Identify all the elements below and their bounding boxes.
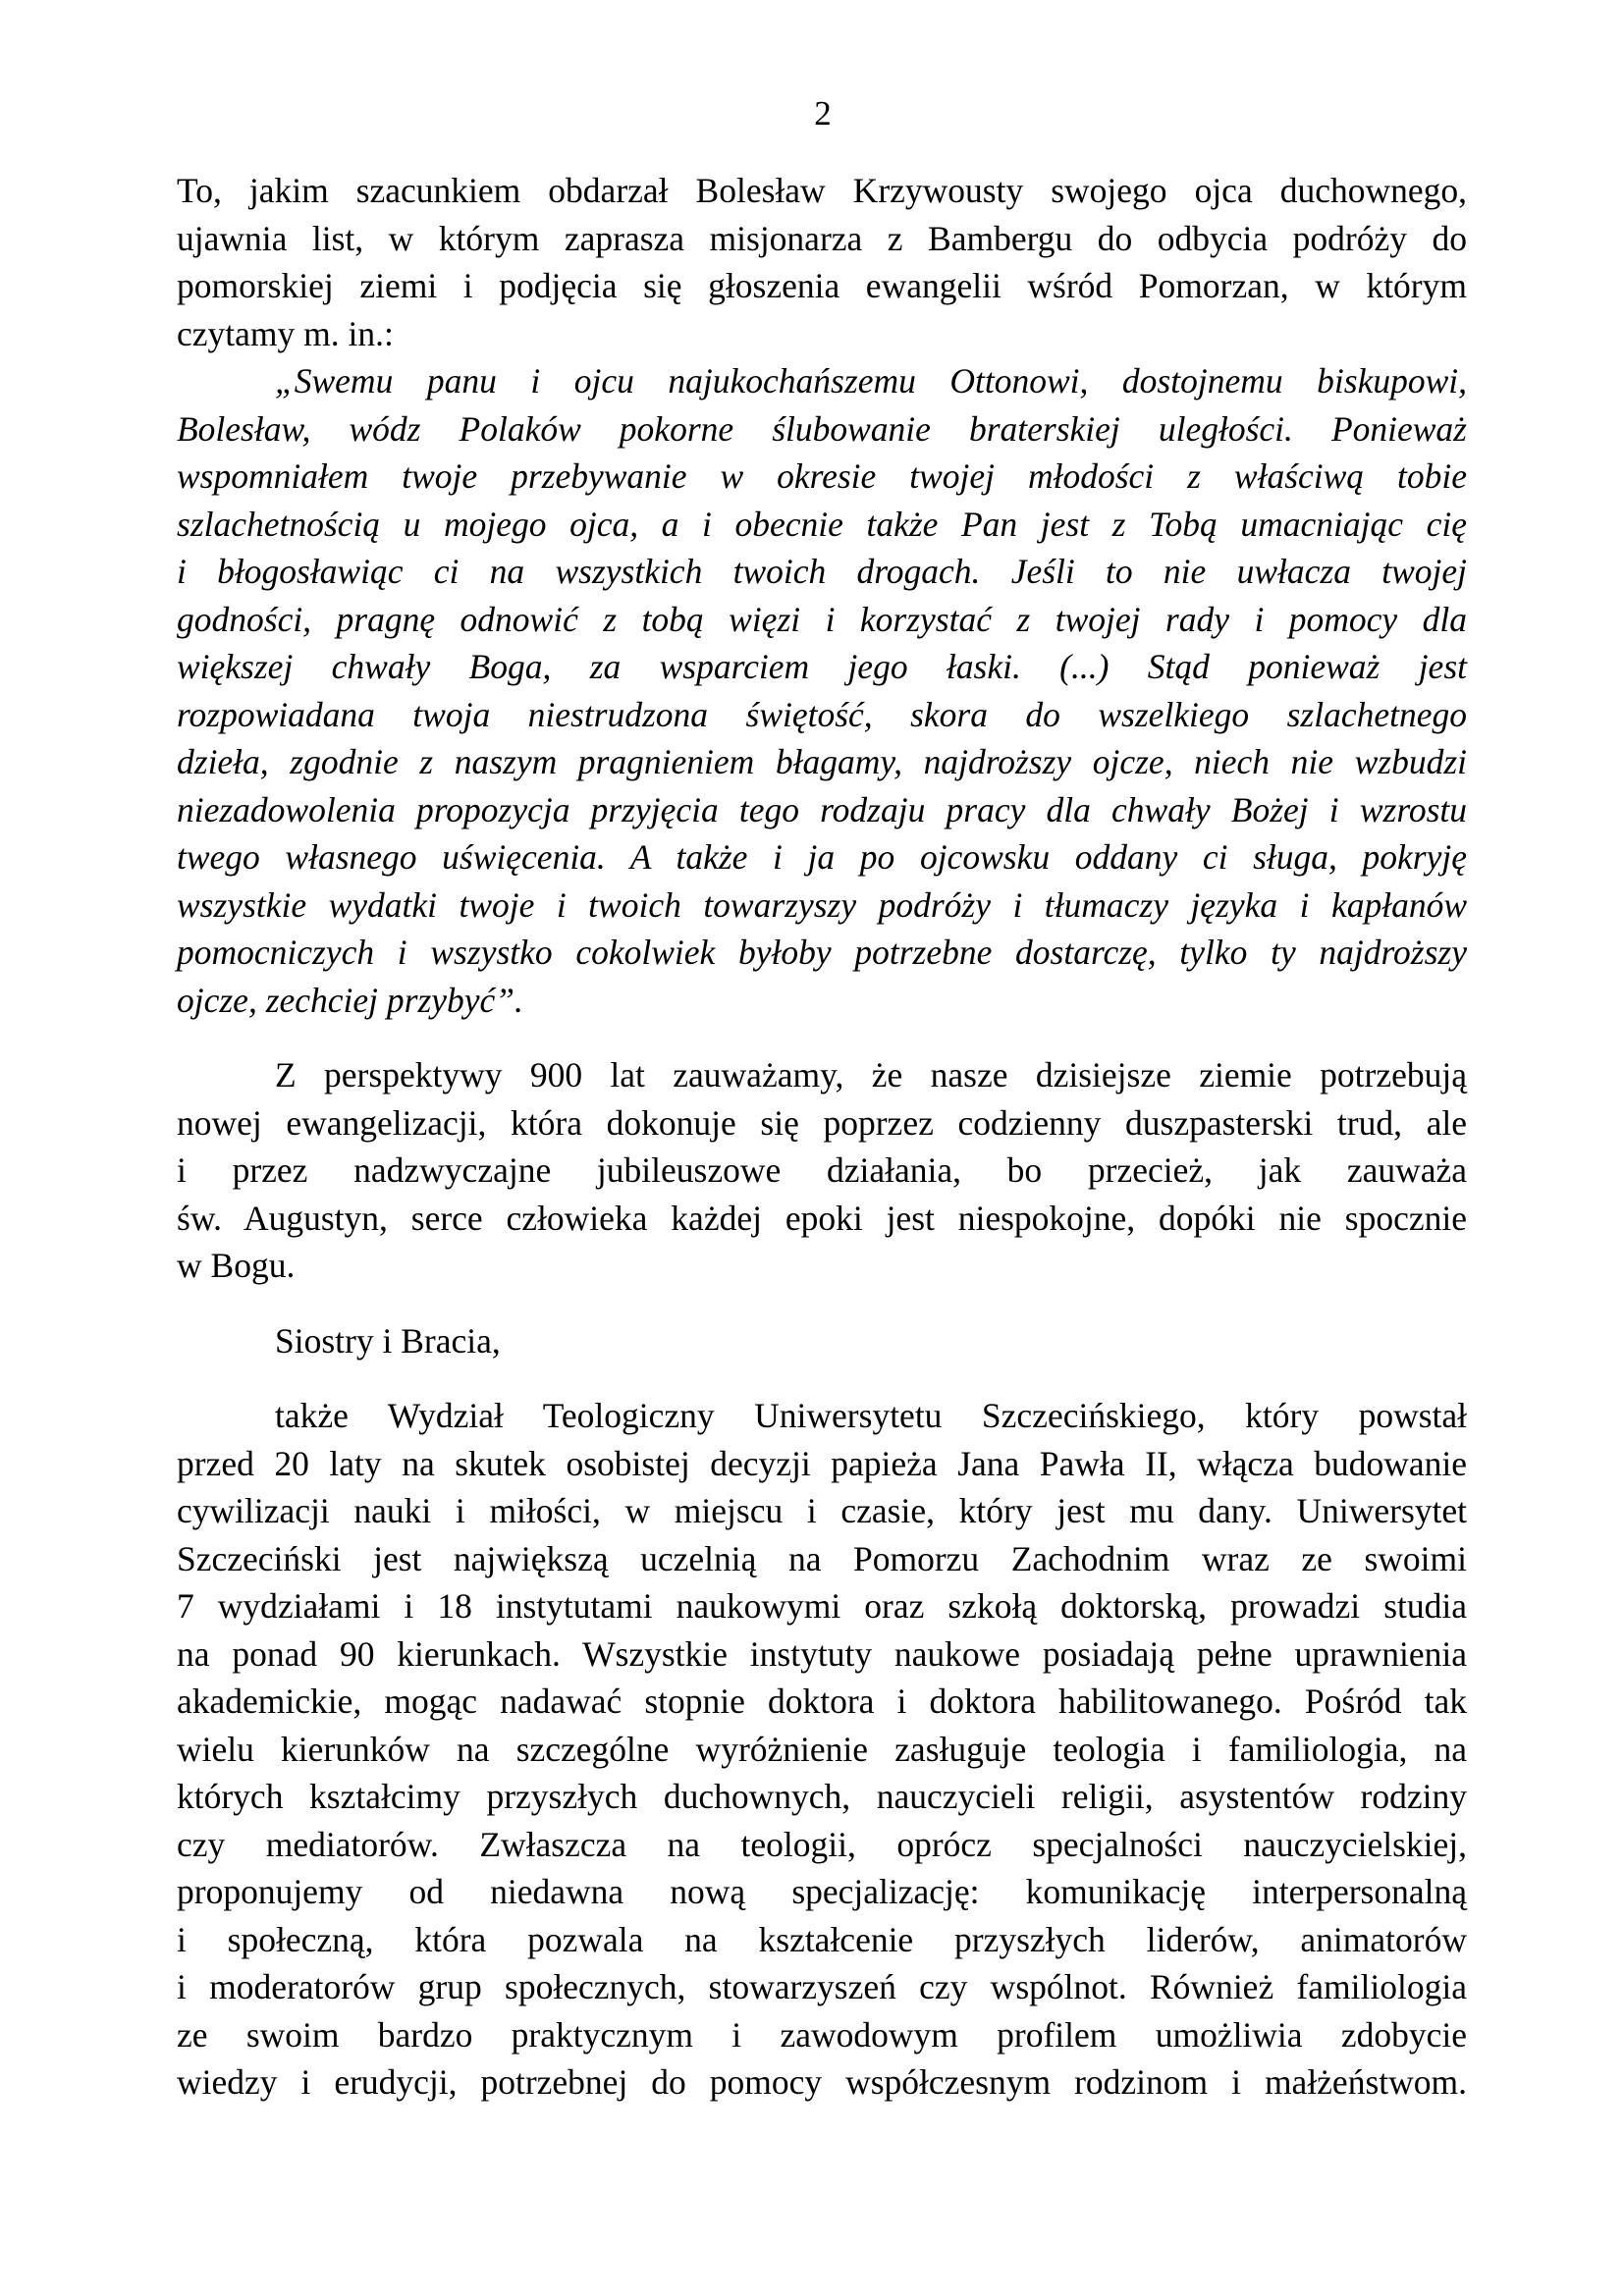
text-line: także Wydział Teologiczny Uniwersytetu Szczecińskiego, który powstał [275,1396,1467,1435]
text-line: To, jakim szacunkiem obdarzał Bolesław Krzywousty swojego ojca duchownego, [177,171,1467,210]
text-line: na ponad 90 kierunkach. Wszystkie instytuty naukowe posiadają pełne uprawnienia [177,1633,1467,1674]
paragraph-perspective [177,1051,1467,1290]
text-line: i społeczną, która pozwala na kształcenie przyszłych liderów, animatorów [177,1919,1467,1959]
text-line: większej chwały Boga, za wsparciem jego łaski. (...) Stąd ponieważ jest [177,647,1467,686]
text-line: Siostry i Bracia, [275,1320,501,1361]
text-line: w Bogu. [177,1246,296,1285]
paragraph-faculty [177,1392,1467,2107]
text-line: ojcze, zechciej przybyć”. [177,980,523,1020]
text-line: św. Augustyn, serce człowieka każdej epoki jest niespokojne, dopóki nie spocznie [177,1198,1467,1238]
text-line: 7 wydziałami i 18 instytutami naukowymi oraz szkołą doktorską, prowadzi studia [177,1586,1467,1626]
text-line: wiedzy i erudycji, potrzebnej do pomocy współczesnym rodzinom i małżeństwom. [177,2062,1467,2102]
text-line: i przez nadzwyczajne jubileuszowe działania, bo przecież, jak zauważa [177,1150,1467,1190]
text-line: nowej ewangelizacji, która dokonuje się poprzez codzienny duszpasterski trud, ale [177,1102,1467,1143]
text-line: i moderatorów grup społecznych, stowarzyszeń czy wspólnot. Również familiologia [177,1967,1467,2006]
text-line: wszystkie wydatki twoje i twoich towarzyszy podróży i tłumaczy języka i kapłanów [177,884,1467,925]
text-line: godności, pragnę odnowić z tobą więzi i korzystać z twojej rady i pomocy dla [177,599,1467,639]
text-line: cywilizacji nauki i miłości, w miejscu i czasie, który jest mu dany. Uniwersytet [177,1491,1467,1530]
text-line: Z perspektywy 900 lat zauważamy, że nasze dzisiejsze ziemie potrzebują [275,1055,1467,1095]
text-line: proponujemy od niedawna nową specjalizację: komunikację interpersonalną [177,1872,1467,1911]
text-line: Bolesław, wódz Polaków pokorne ślubowanie braterskiej uległości. Ponieważ [177,408,1467,449]
quotation-letter [177,357,1467,1024]
text-line: dzieła, zgodnie z naszym pragnieniem błagamy, najdroższy ojcze, niech nie wzbudzi [177,742,1467,781]
text-line: ujawnia list, w którym zaprasza misjonarza z Bambergu do odbycia podróży do [177,218,1467,258]
text-line: ze swoim bardzo praktycznym i zawodowym profilem umożliwia zdobycie [177,2014,1467,2055]
text-line: twego własnego uświęcenia. A także i ja po ojcowsku oddany ci sługa, pokryję [177,837,1467,877]
paragraph-spacing [177,1290,1467,1317]
text-line: „Swemu panu i ojcu najukochańszemu Ottonowi, dostojnemu biskupowi, [275,361,1467,400]
text-line: szlachetnością u mojego ojca, a i obecnie także Pan jest z Tobą umacniając cię [177,504,1467,544]
text-line: Szczeciński jest największą uczelnią na Pomorzu Zachodnim wraz ze swoimi [177,1538,1467,1578]
paragraph-spacing [177,1024,1467,1051]
text-line: i błogosławiąc ci na wszystkich twoich drogach. Jeśli to nie uwłacza twojej [177,552,1467,591]
text-line: przed 20 laty na skutek osobistej decyzji papieża Jana Pawła II, włącza budowanie [177,1443,1467,1483]
paragraph-intro [177,167,1467,357]
text-line: wielu kierunków na szczególne wyróżnienie zasługuje teologia i familiologia, na [177,1729,1467,1769]
paragraph-spacing [177,1364,1467,1392]
document-body [177,167,1467,2107]
page-number: 2 [814,94,832,133]
text-line: czy mediatorów. Zwłaszcza na teologii, oprócz specjalności nauczycielskiej, [177,1824,1467,1864]
text-line: rozpowiadana twoja niestrudzona świętość, skora do wszelkiego szlachetnego [177,694,1467,734]
salutation [177,1317,1467,1365]
text-line: czytamy m. in.: [177,313,394,353]
text-line: których kształcimy przyszłych duchownych, nauczycieli religii, asystentów rodziny [177,1777,1467,1816]
text-line: akademickie, mogąc nadawać stopnie doktora i doktora habilitowanego. Pośród tak [177,1682,1467,1721]
text-line: pomocniczych i wszystko cokolwiek byłoby potrzebne dostarczę, tylko ty najdroższy [177,933,1467,972]
text-line: pomorskiej ziemi i podjęcia się głoszenia ewangelii wśród Pomorzan, w którym [177,266,1467,305]
text-line: niezadowolenia propozycja przyjęcia tego rodzaju pracy dla chwały Bożej i wzrostu [177,789,1467,829]
text-line: wspomniałem twoje przebywanie w okresie twojej młodości z właściwą tobie [177,456,1467,496]
